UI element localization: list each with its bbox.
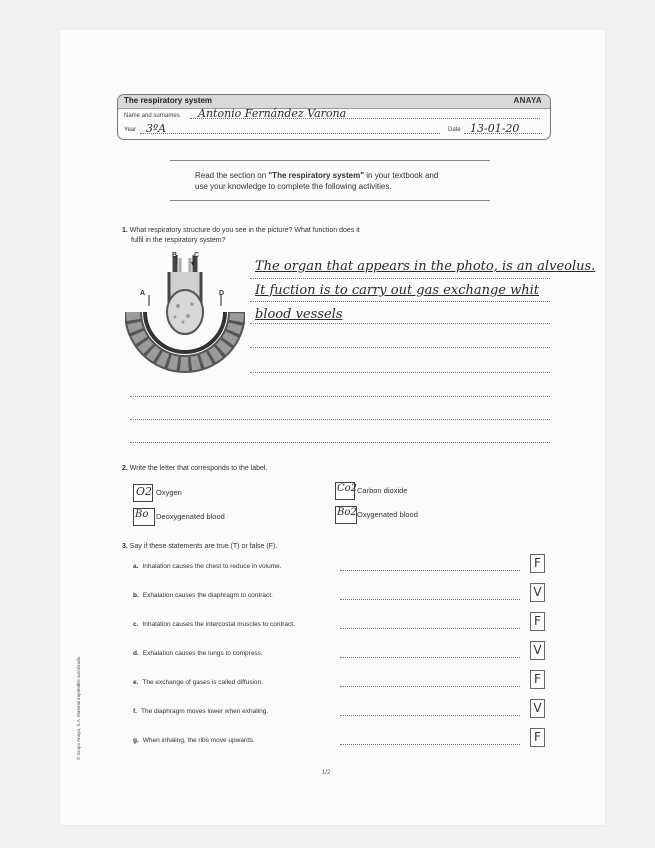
q3-number: 3. [122, 543, 128, 550]
statement-dotted-line [340, 744, 520, 745]
answer-text-2: It fuction is to carry out gas exchange whit [255, 283, 540, 298]
statement-letter: e. [133, 679, 139, 686]
q3-text: Say if these statements are true (T) or false (F). [129, 543, 278, 550]
name-value: Antonio Fernández Varona [198, 107, 347, 120]
worksheet-title: The respiratory system [124, 96, 213, 105]
statement-row [133, 737, 255, 744]
statement-row [133, 650, 263, 657]
q1-text-2: fulfil in the respiratory system? [131, 237, 226, 244]
instructions-line-2: use your knowledge to complete the following activities. [195, 182, 392, 191]
statement-text: Inhalation causes the chest to reduce in volume. [142, 563, 282, 570]
answer-line-1 [250, 278, 550, 279]
answer-line-4 [250, 347, 550, 348]
label-c: C [194, 252, 200, 259]
statement-letter: f. [133, 708, 137, 715]
label-answer-box-deoxygenated[interactable] [133, 508, 155, 526]
q1-number: 1. [122, 227, 128, 234]
instructions [195, 170, 485, 192]
instructions-bold: "The respiratory system" [268, 171, 365, 180]
statement-dotted-line [340, 599, 520, 600]
label-deoxygenated-blood: Deoxygenated blood [156, 512, 225, 521]
year-line [140, 133, 440, 134]
true-false-answer-box[interactable]: F [530, 728, 545, 747]
true-false-answer-box[interactable]: V [530, 583, 545, 602]
answer-line-2 [250, 301, 550, 302]
statement-row [133, 679, 263, 686]
instructions-bottom-rule [170, 200, 490, 201]
answer-text-3: blood vessels [255, 307, 343, 322]
question-1 [122, 226, 482, 246]
instructions-suffix: in your textbook and [364, 171, 439, 180]
statement-row [133, 563, 282, 570]
statement-dotted-line [340, 686, 520, 687]
label-answer-oxygenated: Bo2 [337, 507, 357, 518]
label-carbon-dioxide: Carbon dioxide [357, 486, 408, 495]
statement-letter: c. [133, 621, 139, 628]
statement-letter: g. [133, 737, 139, 744]
statement-dotted-line [340, 657, 520, 658]
true-false-answer-box[interactable]: V [530, 699, 545, 718]
q1-text-1: What respiratory structure do you see in the picture? What function does it [129, 227, 360, 234]
label-answer-carbon-dioxide: Co2 [337, 483, 358, 494]
q2-number: 2. [122, 465, 128, 472]
date-label: Date [448, 127, 461, 133]
true-false-answer-box[interactable]: F [530, 554, 545, 573]
true-false-answer-box[interactable]: F [530, 612, 545, 631]
answer-line-8 [130, 442, 550, 443]
statement-row [133, 592, 273, 599]
label-oxygenated-blood: Oxygenated blood [357, 510, 418, 519]
year-value: 3ºA [146, 122, 167, 135]
publisher-logo: ANAYA [513, 96, 542, 105]
statement-letter: d. [133, 650, 139, 657]
instructions-top-rule [170, 160, 490, 161]
answer-line-7 [130, 419, 550, 420]
label-a: A [140, 290, 146, 297]
true-false-answer-box[interactable]: F [530, 670, 545, 689]
label-answer-box-carbon-dioxide[interactable] [335, 482, 358, 500]
statement-row [133, 708, 268, 715]
answer-line-6 [130, 396, 550, 397]
q2-text: Write the letter that corresponds to the label. [129, 465, 268, 472]
statement-dotted-line [340, 628, 520, 629]
question-3 [122, 542, 277, 552]
statement-text: The diaphragm moves lower when exhaling. [140, 708, 269, 715]
answer-line-3 [250, 323, 550, 324]
label-answer-box-oxygenated[interactable] [335, 506, 357, 524]
label-answer-box-oxygen[interactable] [133, 484, 153, 502]
copyright-note: © Grupo Anaya, S.A. Material imprimible autorizado. [76, 655, 81, 760]
statement-letter: a. [133, 563, 139, 570]
label-d: D [219, 290, 225, 297]
answer-line-5 [250, 372, 550, 373]
instructions-prefix: Read the section on [195, 171, 269, 180]
statement-dotted-line [340, 715, 520, 716]
statement-text: The exchange of gases is called diffusion. [142, 679, 263, 686]
label-answer-deoxygenated: Bo [135, 509, 149, 520]
name-label: Name and surnames [124, 113, 180, 119]
statement-text: Inhalation causes the intercostal muscles to contract. [142, 621, 295, 628]
statement-dotted-line [340, 570, 520, 571]
label-answer-oxygen: O2 [136, 485, 153, 498]
statement-letter: b. [133, 592, 139, 599]
worksheet-header [117, 94, 551, 140]
worksheet-page [60, 30, 605, 825]
statement-text: Exhalation causes the lungs to compress. [142, 650, 263, 657]
year-label: Year [124, 127, 137, 133]
label-oxygen: Oxygen [156, 488, 182, 497]
true-false-answer-box[interactable]: V [530, 641, 545, 660]
statement-text: Exhalation causes the diaphragm to contract. [142, 592, 273, 599]
alveolus-diagram [125, 250, 245, 375]
answer-text-1: The organ that appears in the photo, is an alveolus. [255, 259, 596, 274]
question-2 [122, 464, 267, 474]
label-b: B [172, 252, 178, 259]
date-value: 13-01-20 [470, 122, 520, 135]
page-number: 1/2 [322, 770, 331, 776]
statement-text: When inhaling, the ribs move upwards. [142, 737, 255, 744]
statement-row [133, 621, 295, 628]
